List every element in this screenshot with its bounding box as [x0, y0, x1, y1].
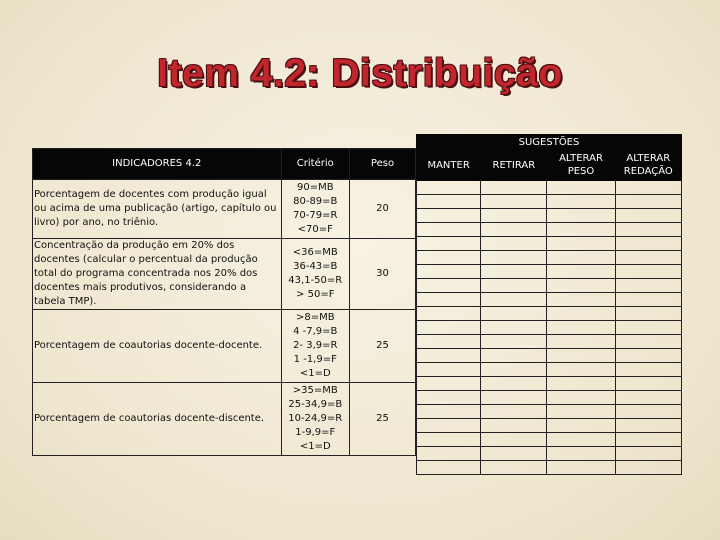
criterio-line: 36-43=B [293, 261, 338, 272]
suggestion-cell[interactable] [481, 265, 547, 279]
table-row [33, 180, 416, 239]
suggestion-cell[interactable] [615, 377, 681, 391]
header-indicadores: INDICADORES 4.2 [33, 149, 282, 180]
criterio-line: 1-9,9=F [295, 427, 336, 438]
suggestion-row [417, 279, 682, 293]
table-row [33, 239, 416, 310]
criterio-line: 25-34,9=B [288, 399, 343, 410]
suggestion-cell[interactable] [547, 419, 615, 433]
criterio-line: <36=MB [292, 247, 338, 258]
suggestion-cell[interactable] [547, 307, 615, 321]
criterio-line: 2- 3,9=R [293, 340, 338, 351]
indicator-text: Porcentagem de docentes com produção igual ou acima de uma publicação (artigo, capítulo ou livro) por ano, no triênio. [33, 180, 282, 239]
suggestion-cell[interactable] [417, 433, 481, 447]
suggestion-row [417, 209, 682, 223]
suggestion-cell[interactable] [615, 293, 681, 307]
suggestion-cell[interactable] [547, 391, 615, 405]
suggestion-cell[interactable] [547, 181, 615, 195]
suggestion-row [417, 335, 682, 349]
criterio-line: > 50=F [296, 289, 335, 300]
suggestion-cell[interactable] [417, 349, 481, 363]
suggestion-row [417, 405, 682, 419]
suggestion-cell[interactable] [615, 279, 681, 293]
suggestion-cell[interactable] [547, 237, 615, 251]
suggestion-cell[interactable] [481, 349, 547, 363]
peso-value: 30 [350, 239, 416, 310]
suggestion-cell[interactable] [547, 433, 615, 447]
suggestion-row [417, 321, 682, 335]
suggestion-cell[interactable] [547, 321, 615, 335]
criterio-line: 80-89=B [293, 196, 338, 207]
suggestion-cell[interactable] [615, 307, 681, 321]
suggestion-cell[interactable] [547, 335, 615, 349]
suggestion-cell[interactable] [615, 195, 681, 209]
suggestion-cell[interactable] [615, 251, 681, 265]
criterio-cell [281, 310, 349, 383]
criterio-line: <1=D [299, 368, 331, 379]
suggestion-cell[interactable] [481, 461, 547, 475]
suggestion-row [417, 307, 682, 321]
suggestion-row [417, 195, 682, 209]
suggestion-cell[interactable] [481, 335, 547, 349]
suggestion-cell[interactable] [417, 321, 481, 335]
suggestion-cell[interactable] [615, 419, 681, 433]
suggestion-row [417, 349, 682, 363]
suggestion-row [417, 251, 682, 265]
suggestion-cell[interactable] [417, 195, 481, 209]
suggestion-row [417, 461, 682, 475]
suggestion-cell[interactable] [417, 363, 481, 377]
suggestion-cell[interactable] [615, 461, 681, 475]
header-retirar: RETIRAR [481, 150, 547, 181]
suggestion-cell[interactable] [615, 447, 681, 461]
criterio-line: 10-24,9=R [288, 413, 343, 424]
suggestion-cell[interactable] [481, 419, 547, 433]
indicators-header-row [33, 149, 416, 180]
suggestion-cell[interactable] [481, 377, 547, 391]
suggestion-cell[interactable] [481, 321, 547, 335]
suggestion-cell[interactable] [615, 405, 681, 419]
criterio-line: <70=F [297, 224, 333, 235]
suggestions-header-row [417, 150, 682, 181]
suggestion-cell[interactable] [417, 237, 481, 251]
peso-value: 25 [350, 383, 416, 456]
suggestion-cell[interactable] [615, 209, 681, 223]
suggestion-cell[interactable] [547, 195, 615, 209]
suggestion-cell[interactable] [417, 419, 481, 433]
suggestion-row [417, 223, 682, 237]
criterio-cell [281, 239, 349, 310]
suggestion-cell[interactable] [481, 237, 547, 251]
suggestion-cell[interactable] [615, 335, 681, 349]
suggestion-cell[interactable] [547, 377, 615, 391]
suggestion-row [417, 293, 682, 307]
suggestion-row [417, 391, 682, 405]
header-peso: Peso [350, 149, 416, 180]
header-alterar-redacao: ALTERAR REDAÇÃO [615, 150, 681, 181]
criterio-line: >8=MB [295, 312, 335, 323]
suggestion-cell[interactable] [481, 251, 547, 265]
criterio-line: 70-79=R [293, 210, 338, 221]
criterio-line: 1 -1,9=F [293, 354, 337, 365]
suggestions-group-header: SUGESTÕES [417, 135, 682, 150]
suggestion-cell[interactable] [481, 293, 547, 307]
suggestion-cell[interactable] [481, 405, 547, 419]
suggestion-cell[interactable] [417, 447, 481, 461]
criterio-line: 4 -7,9=B [293, 326, 338, 337]
suggestion-cell[interactable] [417, 223, 481, 237]
table-row [33, 383, 416, 456]
table-row [33, 310, 416, 383]
suggestion-cell[interactable] [547, 279, 615, 293]
criterio-line: 90=MB [296, 182, 334, 193]
suggestion-row [417, 433, 682, 447]
suggestion-cell[interactable] [481, 391, 547, 405]
suggestion-cell[interactable] [615, 363, 681, 377]
criterio-line: <1=D [299, 441, 331, 452]
suggestion-row [417, 181, 682, 195]
suggestion-cell[interactable] [547, 447, 615, 461]
peso-value: 25 [350, 310, 416, 383]
suggestion-cell[interactable] [481, 279, 547, 293]
suggestion-cell[interactable] [481, 223, 547, 237]
header-manter: MANTER [417, 150, 481, 181]
suggestion-cell[interactable] [615, 265, 681, 279]
suggestion-cell[interactable] [417, 251, 481, 265]
suggestion-cell[interactable] [481, 307, 547, 321]
slide-title: Item 4.2: Distribuição [157, 52, 563, 95]
suggestion-cell[interactable] [547, 251, 615, 265]
suggestion-cell[interactable] [615, 237, 681, 251]
suggestion-cell[interactable] [417, 279, 481, 293]
suggestion-cell[interactable] [417, 335, 481, 349]
suggestion-cell[interactable] [615, 223, 681, 237]
criterio-cell [281, 180, 349, 239]
suggestion-cell[interactable] [417, 391, 481, 405]
suggestion-cell[interactable] [547, 405, 615, 419]
criterio-cell [281, 383, 349, 456]
suggestion-cell[interactable] [547, 209, 615, 223]
suggestion-cell[interactable] [481, 209, 547, 223]
suggestion-cell[interactable] [547, 461, 615, 475]
peso-value: 20 [350, 180, 416, 239]
suggestions-table [416, 134, 682, 475]
suggestion-cell[interactable] [547, 223, 615, 237]
suggestion-cell[interactable] [417, 377, 481, 391]
criterio-line: 43,1-50=R [288, 275, 343, 286]
suggestion-row [417, 419, 682, 433]
header-criterio: Critério [281, 149, 349, 180]
suggestion-cell[interactable] [417, 405, 481, 419]
suggestion-cell[interactable] [417, 461, 481, 475]
suggestion-cell[interactable] [615, 321, 681, 335]
suggestion-cell[interactable] [547, 293, 615, 307]
suggestion-cell[interactable] [481, 447, 547, 461]
suggestion-cell[interactable] [417, 209, 481, 223]
indicators-table [32, 148, 416, 456]
suggestion-cell[interactable] [417, 181, 481, 195]
suggestion-row [417, 377, 682, 391]
suggestion-cell[interactable] [481, 181, 547, 195]
suggestion-cell[interactable] [481, 433, 547, 447]
suggestion-cell[interactable] [615, 181, 681, 195]
suggestion-cell[interactable] [547, 363, 615, 377]
indicator-text: Porcentagem de coautorias docente-docente. [33, 310, 282, 383]
indicator-text: Concentração da produção em 20% dos docentes (calcular o percentual da produção total do programa concentrada nos 20% dos docentes mais produtivos, considerando a tabela TMP). [33, 239, 282, 310]
suggestion-cell[interactable] [547, 349, 615, 363]
suggestion-cell[interactable] [481, 195, 547, 209]
header-alterar-peso: ALTERAR PESO [547, 150, 615, 181]
suggestion-cell[interactable] [615, 349, 681, 363]
criterio-line: >35=MB [292, 385, 338, 396]
suggestion-row [417, 265, 682, 279]
suggestion-cell[interactable] [417, 265, 481, 279]
suggestion-cell[interactable] [417, 293, 481, 307]
suggestion-cell[interactable] [417, 307, 481, 321]
suggestion-row [417, 363, 682, 377]
suggestion-row [417, 447, 682, 461]
suggestions-body [417, 181, 682, 475]
suggestion-cell[interactable] [481, 363, 547, 377]
suggestion-row [417, 237, 682, 251]
indicator-text: Porcentagem de coautorias docente-discente. [33, 383, 282, 456]
suggestion-cell[interactable] [615, 433, 681, 447]
suggestion-cell[interactable] [547, 265, 615, 279]
suggestions-group-row [417, 135, 682, 150]
suggestion-cell[interactable] [615, 391, 681, 405]
